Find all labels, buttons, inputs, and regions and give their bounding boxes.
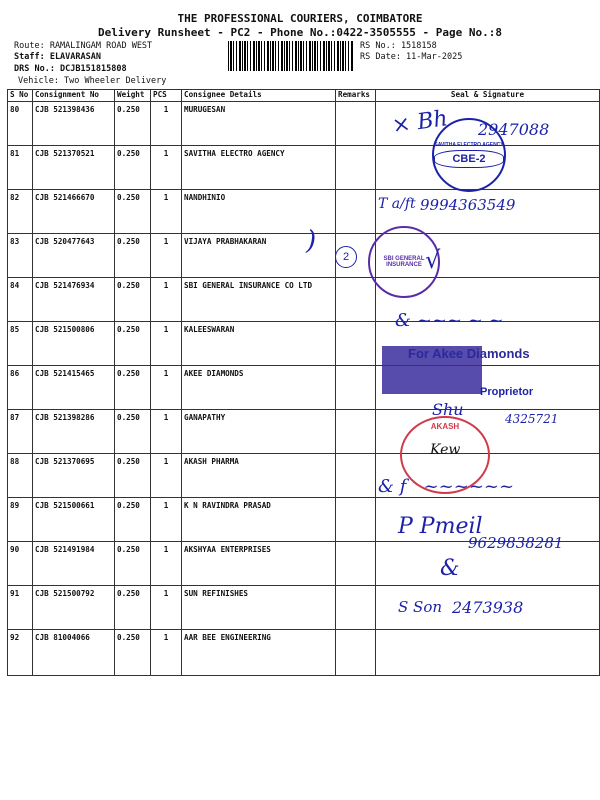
signature-83-84: ) [306,226,317,256]
cell-consignment: CJB 520477643 [33,234,115,278]
cell-remarks [336,630,376,676]
signature-80: × Bh [390,106,450,139]
signature-82: T a/ft [378,196,416,212]
cell-consignee: NANDHINIO [182,190,336,234]
cell-pcs: 1 [151,630,182,676]
cell-remarks [336,102,376,146]
cell-remarks [336,278,376,322]
cell-consignment: CJB 521370521 [33,146,115,190]
table-row [8,278,600,322]
cell-pcs: 1 [151,410,182,454]
cell-sno: 85 [8,322,33,366]
signature-87: Shu [432,400,464,419]
cell-weight: 0.250 [115,498,151,542]
barcode [228,41,354,71]
akee-stamp: For Akee Diamonds [408,346,530,361]
cell-sno: 89 [8,498,33,542]
company-title: THE PROFESSIONAL COURIERS, COIMBATORE [177,12,423,25]
col-header-consignee: Consignee Details [182,90,336,102]
cell-consignment: CJB 521466670 [33,190,115,234]
cell-consignee: K N RAVINDRA PRASAD [182,498,336,542]
cell-signature [376,630,600,676]
cell-pcs: 1 [151,322,182,366]
cell-sno: 90 [8,542,33,586]
cell-weight: 0.250 [115,410,151,454]
table-row [8,630,600,676]
runsheet-table [7,89,600,676]
cell-consignment: CJB 521500661 [33,498,115,542]
cell-consignee: SUN REFINISHES [182,586,336,630]
rs-date: RS Date: 11-Mar-2025 [360,52,463,62]
cell-sno: 80 [8,102,33,146]
cell-consignee: MURUGESAN [182,102,336,146]
table-row [8,234,600,278]
cell-pcs: 1 [151,586,182,630]
col-header-consignment: Consignment No [33,90,115,102]
cell-consignee: GANAPATHY [182,410,336,454]
cell-sno: 87 [8,410,33,454]
table-row [8,146,600,190]
cell-consignment: CJB 521500792 [33,586,115,630]
cell-consignee: KALEESWARAN [182,322,336,366]
col-header-pcs: PCS [151,90,182,102]
col-header-weight: Weight [115,90,151,102]
cell-weight: 0.250 [115,190,151,234]
signature-88: Kew [430,442,461,458]
runsheet-title: Delivery Runsheet - PC2 - Phone No.:0422-3505555 - Page No.:8 [98,26,502,39]
vehicle-label: Vehicle: Two Wheeler Delivery [18,76,167,86]
cell-pcs: 1 [151,498,182,542]
cell-consignment: CJB 521398286 [33,410,115,454]
col-header-signature: Seal & Signature [376,90,600,102]
cell-weight: 0.250 [115,542,151,586]
cell-weight: 0.250 [115,586,151,630]
cell-consignee: AAR BEE ENGINEERING [182,630,336,676]
cell-consignment: CJB 521491984 [33,542,115,586]
sbi-stamp: SBI GENERAL INSURANCE [368,226,440,298]
cell-remarks [336,410,376,454]
handwriting-92: 2473938 [452,598,524,617]
cell-pcs: 1 [151,278,182,322]
cell-consignee: SAVITHA ELECTRO AGENCY [182,146,336,190]
cell-sno: 83 [8,234,33,278]
cell-sno: 86 [8,366,33,410]
staff-label: Staff: ELAVARASAN [14,52,101,62]
cell-sno: 81 [8,146,33,190]
cell-weight: 0.250 [115,278,151,322]
akee-proprietor: Proprietor [480,386,534,398]
signature-84: √ [425,246,441,274]
cell-consignment: CJB 521500806 [33,322,115,366]
remark-mark-84: 2 [335,246,357,268]
signature-90: P Pmeil [398,514,483,539]
cell-weight: 0.250 [115,454,151,498]
col-header-sno: S No [8,90,33,102]
cell-remarks [336,146,376,190]
cell-weight: 0.250 [115,146,151,190]
handwriting-82: 9994363549 [420,196,516,214]
cell-weight: 0.250 [115,630,151,676]
cell-remarks [336,498,376,542]
cell-sno: 92 [8,630,33,676]
savitha-stamp-center: CBE-2 [434,150,503,168]
cell-pcs: 1 [151,454,182,498]
route-label: Route: RAMALINGAM ROAD WEST [14,41,153,51]
cell-consignment: CJB 521415465 [33,366,115,410]
cell-pcs: 1 [151,366,182,410]
cell-consignee: AKEE DIAMONDS [182,366,336,410]
cell-remarks [336,542,376,586]
cell-pcs: 1 [151,146,182,190]
drs-number: DRS No.: DCJB151815808 [14,64,127,74]
cell-sno: 84 [8,278,33,322]
cell-sno: 88 [8,454,33,498]
signature-91: & [440,556,460,581]
table-header-row [8,90,600,102]
cell-weight: 0.250 [115,322,151,366]
cell-pcs: 1 [151,102,182,146]
cell-remarks [336,586,376,630]
cell-weight: 0.250 [115,102,151,146]
cell-consignment: CJB 521370695 [33,454,115,498]
savitha-stamp-ring: SAVITHA ELECTRO AGENCY [434,142,504,148]
cell-consignment: CJB 521398436 [33,102,115,146]
cell-remarks [336,190,376,234]
akash-stamp: AKASH [400,416,490,494]
cell-remarks [336,322,376,366]
cell-weight: 0.250 [115,234,151,278]
signature-92: S Son [398,598,443,616]
cell-sno: 91 [8,586,33,630]
handwriting-87: 4325721 [505,412,559,426]
cell-pcs: 1 [151,542,182,586]
signature-89: & f ~~~~~~ [378,476,515,497]
cell-consignee: SBI GENERAL INSURANCE CO LTD [182,278,336,322]
savitha-stamp [432,118,506,192]
cell-consignee: AKSHYAA ENTERPRISES [182,542,336,586]
cell-consignment: CJB 521476934 [33,278,115,322]
cell-remarks [336,366,376,410]
cell-weight: 0.250 [115,366,151,410]
cell-pcs: 1 [151,190,182,234]
cell-pcs: 1 [151,234,182,278]
cell-remarks [336,454,376,498]
cell-consignment: CJB 81004066 [33,630,115,676]
cell-consignee: AKASH PHARMA [182,454,336,498]
cell-sno: 82 [8,190,33,234]
handwriting-90: 9629838281 [468,534,564,552]
col-header-remarks: Remarks [336,90,376,102]
rs-number: RS No.: 1518158 [360,41,437,51]
cell-consignee: VIJAYA PRABHAKARAN [182,234,336,278]
handwriting-80: 2947088 [478,120,550,139]
signature-85: & ~~~ ~ ~ [395,310,504,331]
